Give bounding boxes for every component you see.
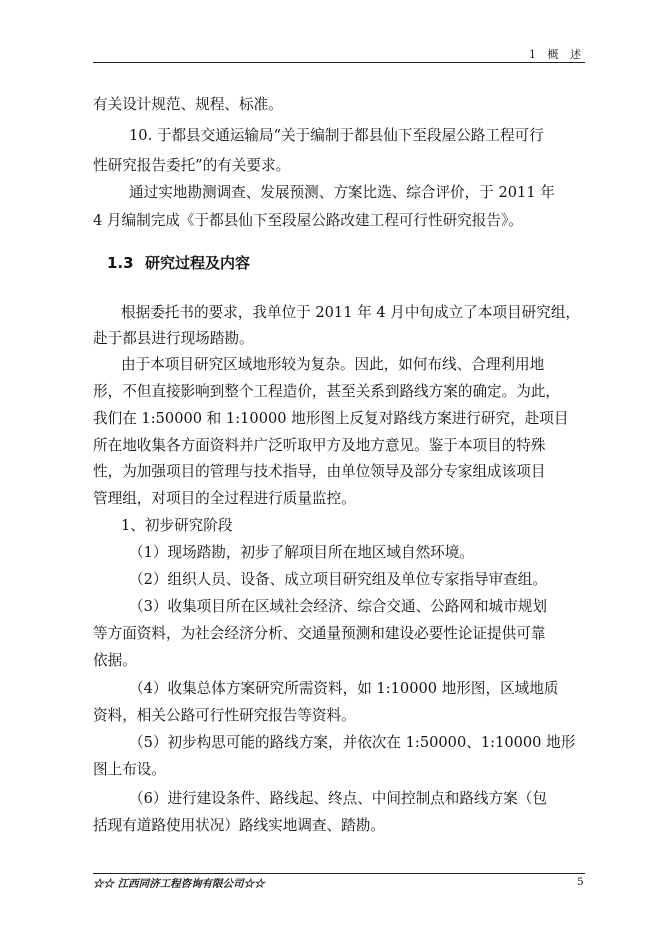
list-item: （5）初步构思可能的路线方案，并依次在 1:50000、1:10000 地形 xyxy=(129,734,576,751)
paragraph-line: 由于本项目研究区域地形较为复杂。因此，如何布线、合理利用地 xyxy=(121,356,545,373)
list-item-continuation: 图上布设。 xyxy=(93,761,166,778)
list-item-continuation: 括现有道路使用状况）路线实地调查、踏勘。 xyxy=(93,817,385,834)
header-rule xyxy=(93,62,585,63)
footer-rule xyxy=(93,873,585,874)
section-number: 1.3 xyxy=(107,254,134,272)
section-title: 研究过程及内容 xyxy=(145,254,251,272)
paragraph-line: 性，为加强项目的管理与技术指导，由单位领导及部分专家组成该项目 xyxy=(93,463,546,480)
section-heading xyxy=(107,253,250,273)
subsection-heading: 1、初步研究阶段 xyxy=(121,517,233,534)
page-header xyxy=(93,46,585,62)
paragraph-line: 根据委托书的要求，我单位于 2011 年 4 月中旬成立了本项目研究组， xyxy=(121,304,581,321)
paragraph-line: 性研究报告委托”的有关要求。 xyxy=(93,157,291,174)
paragraph-line: 有关设计规范、规程、标准。 xyxy=(93,96,283,113)
page-number: 5 xyxy=(577,876,584,888)
footer-company: ☆☆ 江西同济工程咨询有限公司☆☆ xyxy=(93,878,265,890)
paragraph-line: 通过实地勘测调查、发展预测、方案比选、综合评价，于 2011 年 xyxy=(129,184,555,201)
header-section-title: 1 概 述 xyxy=(529,48,585,61)
paragraph-line: 管理组，对项目的全过程进行质量监控。 xyxy=(93,490,356,507)
list-item: （6）进行建设条件、路线起、终点、中间控制点和路线方案（包 xyxy=(129,790,547,807)
list-item: （1）现场踏勘，初步了解项目所在地区域自然环境。 xyxy=(129,544,474,561)
paragraph-line: 所在地收集各方面资料并广泛听取甲方及地方意见。鉴于本项目的特殊 xyxy=(93,437,546,454)
list-item-continuation: 资料，相关公路可行性研究报告等资料。 xyxy=(93,707,356,724)
paragraph-line: 10. 于都县交通运输局“关于编制于都县仙下至段屋公路工程可行 xyxy=(129,127,544,144)
paragraph-line: 形，不但直接影响到整个工程造价，甚至关系到路线方案的确定。为此， xyxy=(93,383,561,400)
list-item: （2）组织人员、设备、成立项目研究组及单位专家指导审查组。 xyxy=(129,571,547,588)
paragraph-line: 4 月编制完成《于都县仙下至段屋公路改建工程可行性研究报告》。 xyxy=(93,212,523,229)
list-item: （3）收集项目所在区域社会经济、综合交通、公路网和城市规划 xyxy=(129,598,547,615)
paragraph-line: 我们在 1:50000 和 1:10000 地形图上反复对路线方案进行研究，赴项目 xyxy=(93,410,569,427)
list-item: （4）收集总体方案研究所需资料，如 1:10000 地形图，区域地质 xyxy=(129,680,559,697)
list-item-continuation: 等方面资料，为社会经济分析、交通量预测和建设必要性论证提供可靠 xyxy=(93,625,546,642)
paragraph-line: 赴于都县进行现场踏勘。 xyxy=(93,330,254,347)
list-item-continuation: 依据。 xyxy=(93,652,137,669)
